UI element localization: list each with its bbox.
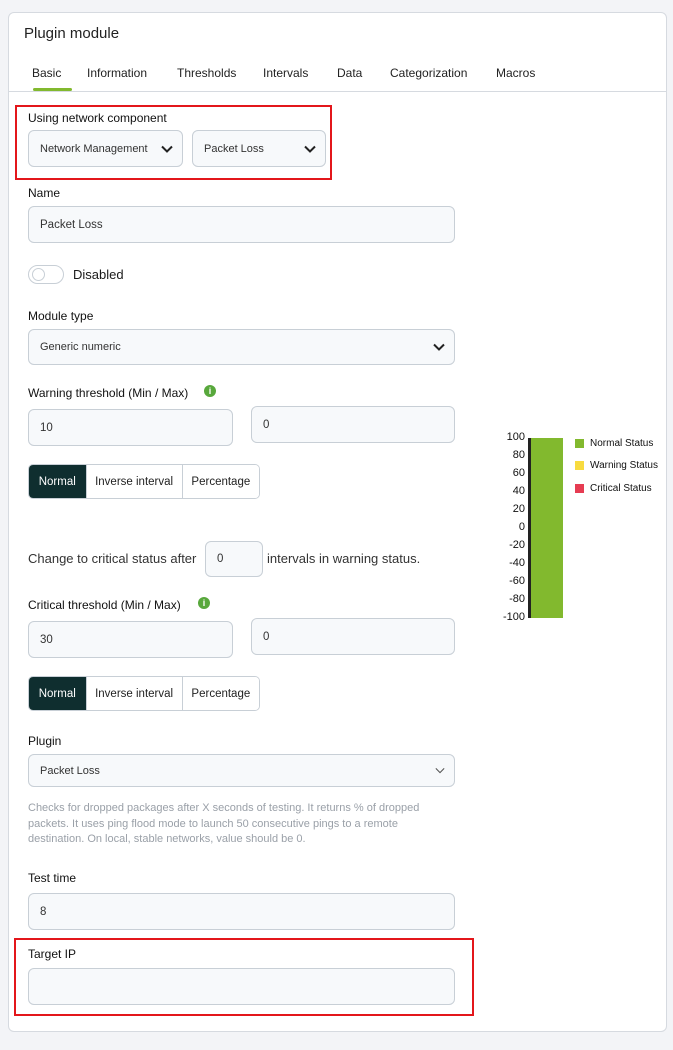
legend-label: Warning Status <box>590 460 658 471</box>
scale-tick: -20 <box>509 539 525 551</box>
enabled-toggle[interactable] <box>28 265 64 284</box>
page-title: Plugin module <box>24 25 120 42</box>
critical-threshold-label: Critical threshold (Min / Max) <box>28 598 181 612</box>
critical-max-input[interactable]: 0 <box>251 618 455 655</box>
warning-mode-normal[interactable]: Normal <box>29 465 86 498</box>
chevron-down-icon <box>435 767 445 774</box>
info-icon[interactable]: i <box>204 385 216 397</box>
test-time-label: Test time <box>28 871 77 885</box>
critical-mode-inverse[interactable]: Inverse interval <box>86 677 182 710</box>
scale-tick: -60 <box>509 575 525 587</box>
critical-change-input[interactable]: 0 <box>205 541 263 577</box>
normal-status-bar <box>531 438 563 618</box>
name-input[interactable]: Packet Loss <box>28 206 455 243</box>
tab-categorization[interactable]: Categorization <box>390 66 468 80</box>
legend-critical <box>575 483 652 494</box>
warning-mode-segmented <box>28 464 260 499</box>
warning-mode-percentage[interactable]: Percentage <box>182 465 259 498</box>
module-type-value: Generic numeric <box>40 341 121 353</box>
test-time-input[interactable]: 8 <box>28 893 455 930</box>
scale-tick: -40 <box>509 557 525 569</box>
chevron-down-icon <box>304 145 316 153</box>
target-ip-label: Target IP <box>28 947 77 961</box>
critical-min-input[interactable]: 30 <box>28 621 233 658</box>
plugin-help-text: Checks for dropped packages after X seconds of testing. It returns % of dropped packets. It uses ping flood mode to launch 50 consecutive pings to a remote destination. On local, stable networks, value should be 0. <box>28 802 420 845</box>
info-icon[interactable]: i <box>198 597 210 609</box>
toggle-label: Disabled <box>73 267 124 282</box>
legend-swatch <box>575 484 584 493</box>
target-ip-input[interactable] <box>28 968 455 1005</box>
warning-min-input[interactable]: 10 <box>28 409 233 446</box>
legend-normal <box>575 438 653 449</box>
network-group-select[interactable] <box>28 130 183 167</box>
network-group-value: Network Management <box>40 142 148 155</box>
tab-information[interactable]: Information <box>87 66 148 80</box>
network-component-label: Using network component <box>28 111 167 125</box>
legend-label: Normal Status <box>590 438 654 449</box>
network-component-value: Packet Loss <box>204 142 264 155</box>
warning-threshold-label: Warning threshold (Min / Max) <box>28 386 189 400</box>
scale-tick: 40 <box>512 485 525 497</box>
scale-tick: 0 <box>518 521 525 533</box>
plugin-module-panel <box>8 12 667 1032</box>
plugin-value: Packet Loss <box>40 764 100 777</box>
name-label: Name <box>28 186 61 200</box>
tab-macros[interactable]: Macros <box>496 66 536 80</box>
chevron-down-icon <box>433 343 445 351</box>
tabs-divider <box>9 91 666 92</box>
scale-tick: 80 <box>512 449 525 461</box>
legend-warning <box>575 460 658 471</box>
tab-intervals[interactable]: Intervals <box>263 66 309 80</box>
warning-max-input[interactable]: 0 <box>251 406 455 443</box>
module-type-label: Module type <box>28 309 94 323</box>
scale-tick: 100 <box>506 431 525 443</box>
module-type-select[interactable] <box>28 329 455 365</box>
critical-mode-percentage[interactable]: Percentage <box>182 677 259 710</box>
toggle-knob <box>32 268 45 281</box>
critical-mode-segmented <box>28 676 260 711</box>
legend-label: Critical Status <box>590 483 652 494</box>
scale-tick: -100 <box>502 611 525 623</box>
critical-change-prefix: Change to critical status after <box>28 551 197 566</box>
scale-tick: 60 <box>512 467 525 479</box>
tab-basic[interactable]: Basic <box>32 66 62 80</box>
legend-swatch <box>575 461 584 470</box>
network-component-select[interactable] <box>192 130 326 167</box>
scale-tick: -80 <box>509 593 525 605</box>
critical-mode-normal[interactable]: Normal <box>29 677 86 710</box>
legend-swatch <box>575 439 584 448</box>
scale-tick: 20 <box>512 503 525 515</box>
critical-change-suffix: intervals in warning status. <box>267 551 421 566</box>
tab-thresholds[interactable]: Thresholds <box>177 66 237 80</box>
plugin-label: Plugin <box>28 734 62 748</box>
warning-mode-inverse[interactable]: Inverse interval <box>86 465 182 498</box>
plugin-select[interactable] <box>28 754 455 787</box>
chevron-down-icon <box>161 145 173 153</box>
tab-data[interactable]: Data <box>337 66 363 80</box>
